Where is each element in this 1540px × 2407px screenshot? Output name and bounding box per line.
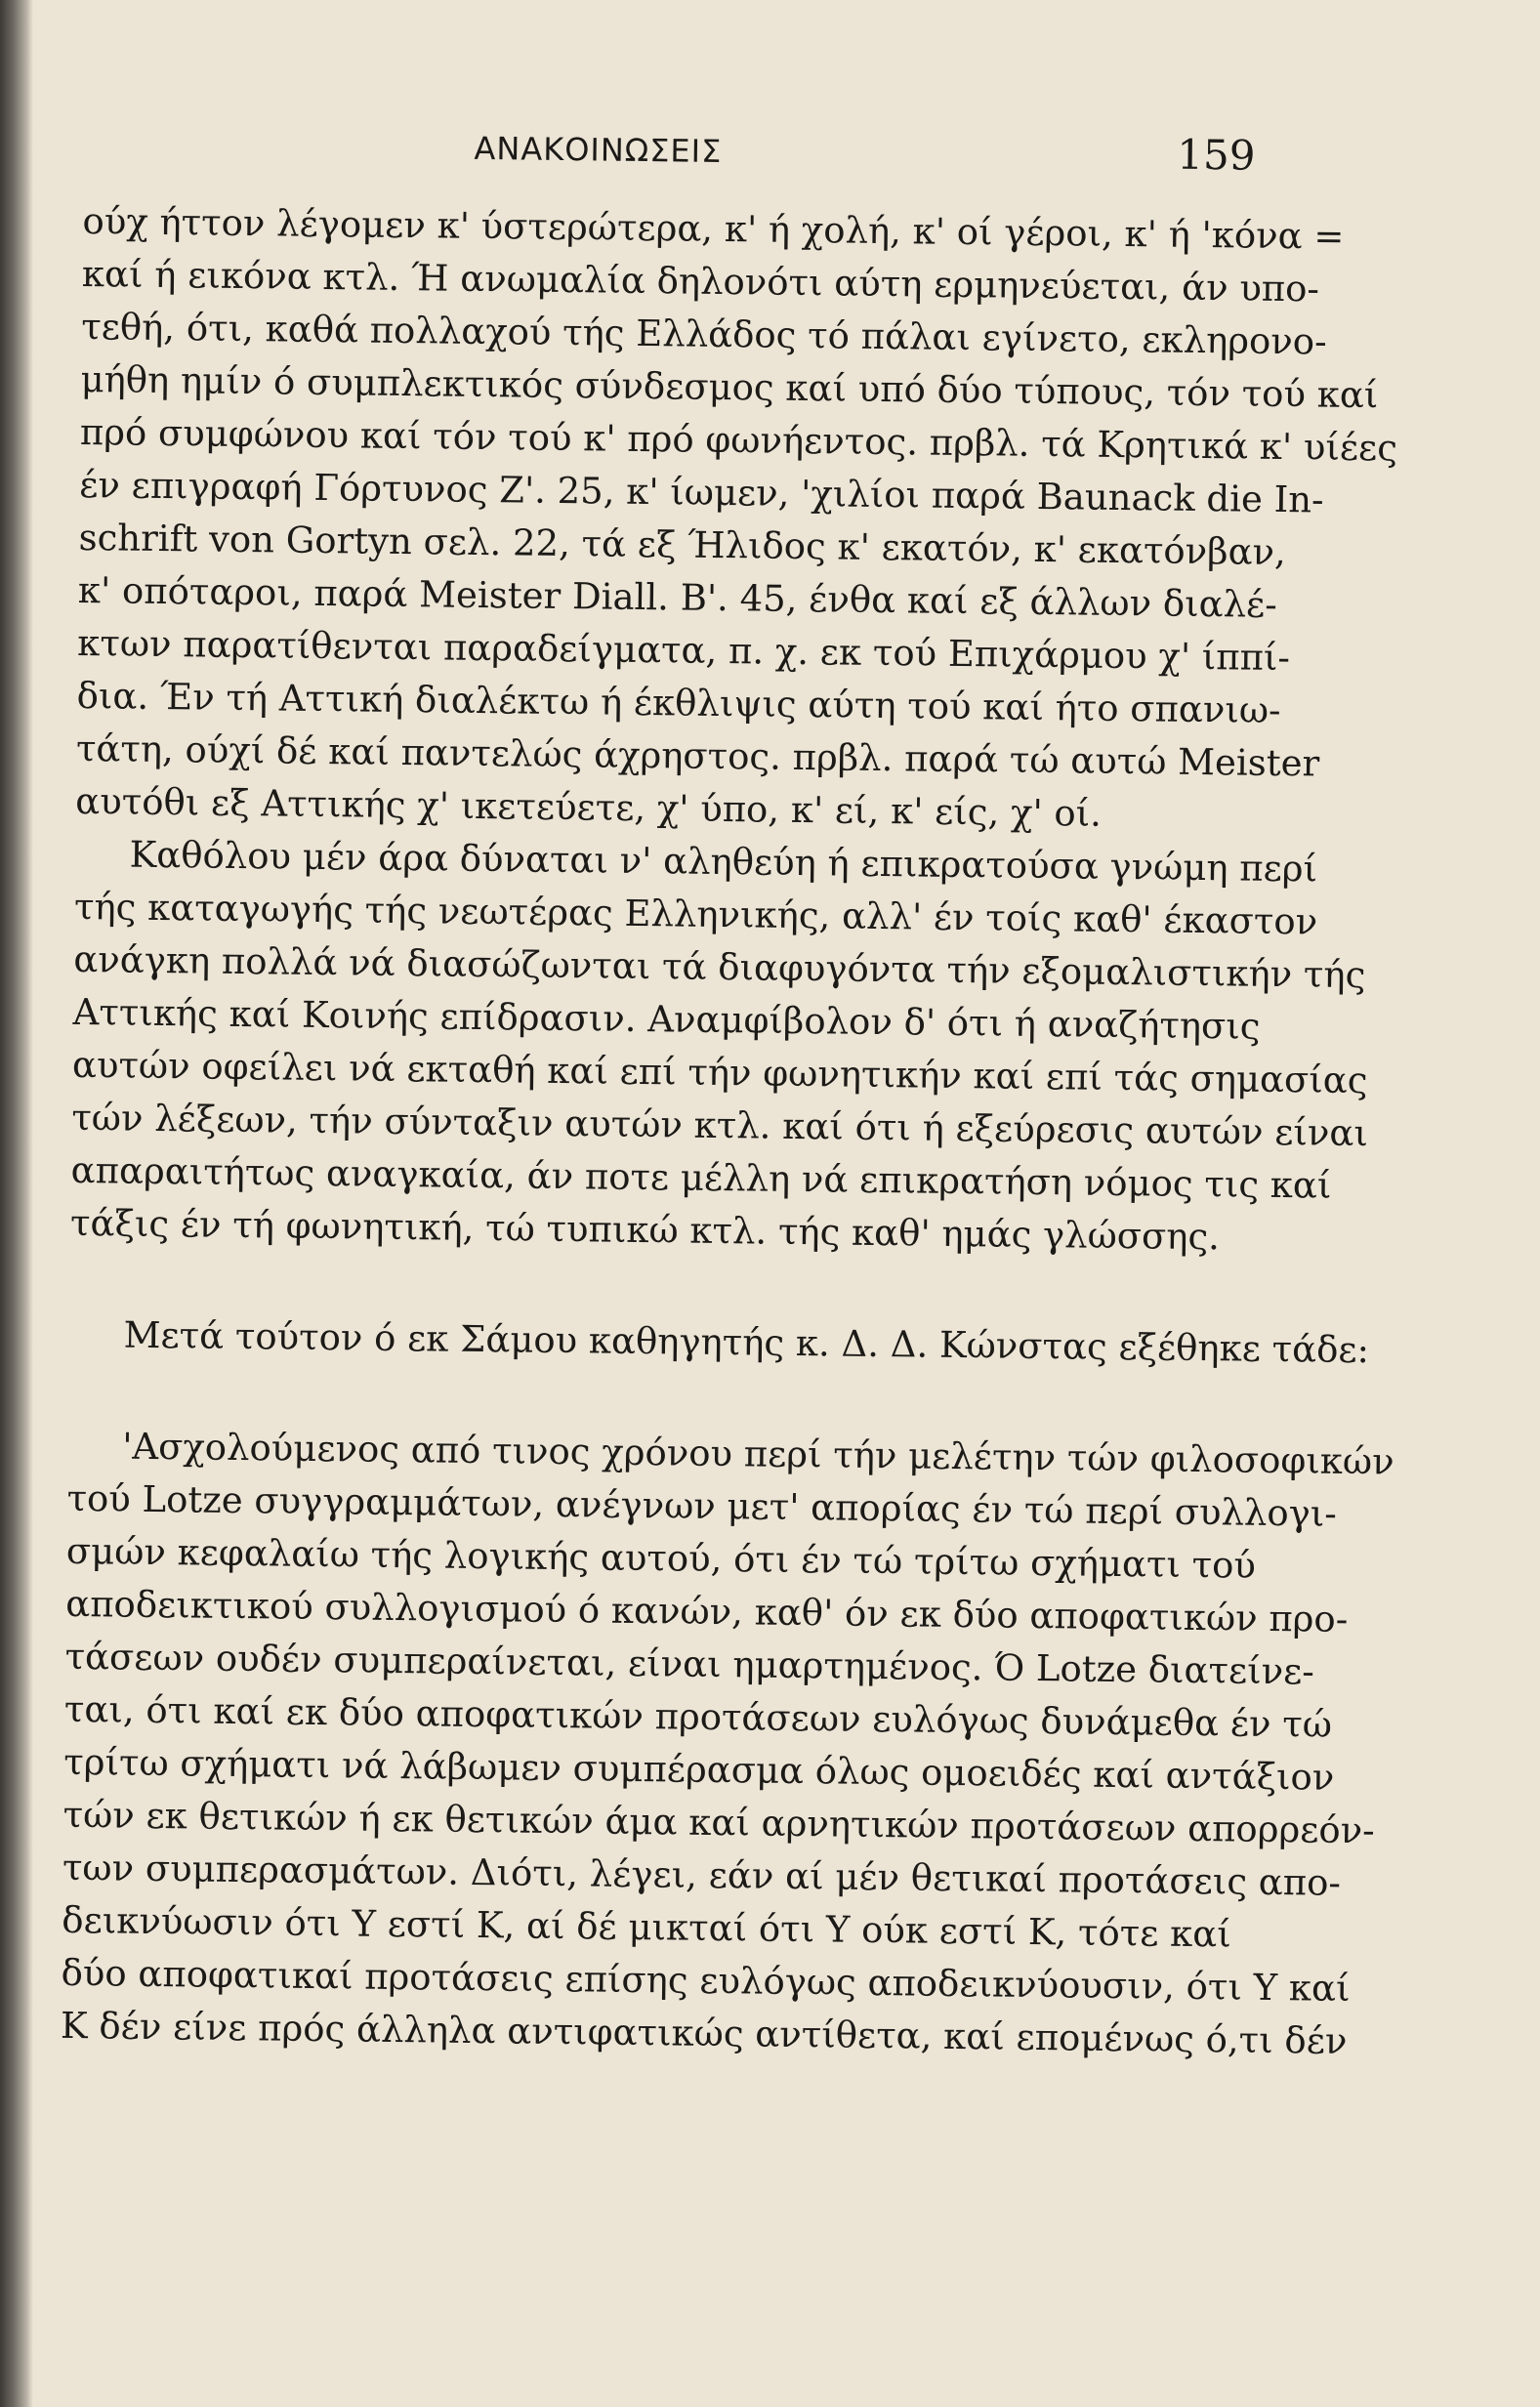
text-line: πρό συμφώνου καί τόν τού κ' πρό φωνήεντος. πρβλ. τά Κρητικά κ' υίέες [79, 410, 1398, 470]
text-line: τών λέξεων, τήν σύνταξιν αυτών κτλ. καί ότι ή εξεύρεσις αυτών είναι [71, 1096, 1369, 1155]
text-line: 'Ασχολούμενος από τινος χρόνου περί τήν μελέτην τών φιλοσοφικών [121, 1425, 1394, 1483]
binding-shadow [0, 0, 33, 2407]
running-head: ΑΝΑΚΟΙΝΩΣΕΙΣ [474, 129, 723, 170]
text-line: αυτόθι εξ Αττικής χ' ικετεύετε, χ' ύπο, κ' εί, κ' είς, χ' οί. [75, 779, 1103, 835]
text-line: τρίτω σχήματι νά λάβωμεν συμπέρασμα όλως ομοειδές καί αντάξιον [63, 1740, 1335, 1799]
text-line: αυτών οφείλει νά εκταθή καί επί τήν φωνητικήν καί επί τάς σημασίας [71, 1043, 1368, 1102]
page-number: 159 [1177, 130, 1256, 180]
text-line: ανάγκη πολλά νά διασώζωνται τά διαφυγόντα τήν εξομαλιστικήν τής [73, 937, 1366, 997]
book-page [57, 107, 1398, 2367]
paragraph-3 [60, 1420, 1394, 2067]
text-line: τών εκ θετικών ή εκ θετικών άμα καί αρνητικών προτάσεων απορρεόν- [62, 1793, 1375, 1852]
text-line: δια. Έν τή Αττική διαλέκτω ή έκθλιψις αύτη τού καί ήτο σπανιω- [76, 674, 1281, 732]
text-line: κτων παρατίθενται παραδείγματα, π. χ. εκ τού Επιχάρμου χ' ίππί- [77, 621, 1291, 680]
text-line: Αττικής καί Κοινής επίδρασιν. Αναμφίβολον δ' ότι ή αναζήτησις [72, 990, 1261, 1048]
page-header [83, 107, 1256, 210]
text-line: απαραιτήτως αναγκαία, άν ποτε μέλλη νά επικρατήση νόμος τις καί [70, 1148, 1332, 1207]
text-line: των συμπερασμάτων. Διότι, λέγει, εάν αί μέν θετικαί προτάσεις απο- [62, 1846, 1342, 1904]
text-line: schrift von Gortyn σελ. 22, τά εξ Ήλιδος κ' εκατόν, κ' εκατόνβαν, [78, 516, 1287, 574]
text-line: τού Lotze συγγραμμάτων, ανέγνων μετ' απορίας έν τώ περί συλλογι- [66, 1476, 1338, 1535]
text-line: καί ή εικόνα κτλ. Ή ανωμαλία δηλονότι αύτη ερμηνεύεται, άν υπο- [81, 252, 1320, 311]
text-line: τάξις έν τή φωνητική, τώ τυπικώ κτλ. τής καθ' ημάς γλώσσης. [69, 1201, 1221, 1259]
text-line: δεικνύωσιν ότι Υ εστί Κ, αί δέ μικταί ότι Υ ούκ εστί Κ, τότε καί [62, 1898, 1232, 1956]
text-line: έν επιγραφή Γόρτυνος Ζ'. 25, κ' ίωμεν, 'χιλίοι παρά Baunack die In- [79, 463, 1324, 521]
paragraph-1 [75, 195, 1398, 843]
text-line: μήθη ημίν ό συμπλεκτικός σύνδεσμος καί υπό δύο τύπους, τόν τού καί [80, 357, 1379, 417]
speaker-intro: Μετά τούτον ό εκ Σάμου καθηγητής κ. Δ. Δ. Κώνστας εξέθηκε τάδε: [123, 1313, 1370, 1372]
text-line: τεθή, ότι, καθά πολλαχού τής Ελλάδος τό πάλαι εγίνετο, εκληρονο- [80, 305, 1327, 363]
text-line: Κ δέν είνε πρός άλληλα αντιφατικώς αντίθετα, καί επομένως ό,τι δέν [60, 2004, 1348, 2062]
text-line: δύο αποφατικαί προτάσεις επίσης ευλόγως αποδεικνύουσιν, ότι Υ καί [61, 1951, 1351, 2010]
text-line: τάτη, ούχί δέ καί παντελώς άχρηστος. πρβλ. παρά τώ αυτώ Meister [75, 726, 1320, 785]
paragraph-2 [69, 828, 1369, 1265]
text-line: Καθόλου μέν άρα δύναται ν' αληθεύη ή επικρατούσα γνώμη περί [129, 833, 1318, 891]
text-line: ούχ ήττον λέγομεν κ' ύστερώτερα, κ' ή χολή, κ' οί γέροι, κ' ή 'κόνα = [82, 199, 1345, 258]
text-line: τάσεων ουδέν συμπεραίνεται, είναι ημαρτημένος. Ό Lotze διατείνε- [64, 1635, 1315, 1693]
text-line: τής καταγωγής τής νεωτέρας Ελληνικής, αλλ' έν τοίς καθ' έκαστον [73, 885, 1318, 943]
text-line: αποδεικτικού συλλογισμού ό κανών, καθ' όν εκ δύο αποφατικών προ- [65, 1582, 1349, 1640]
text-line: κ' οπόταροι, παρά Meister Diall. Β'. 45, ένθα καί εξ άλλων διαλέ- [77, 568, 1278, 626]
text-line: σμών κεφαλαίω τής λογικής αυτού, ότι έν τώ τρίτω σχήματι τού [65, 1529, 1257, 1587]
text-line: ται, ότι καί εκ δύο αποφατικών προτάσεων ευλόγως δυνάμεθα έν τώ [63, 1687, 1333, 1746]
